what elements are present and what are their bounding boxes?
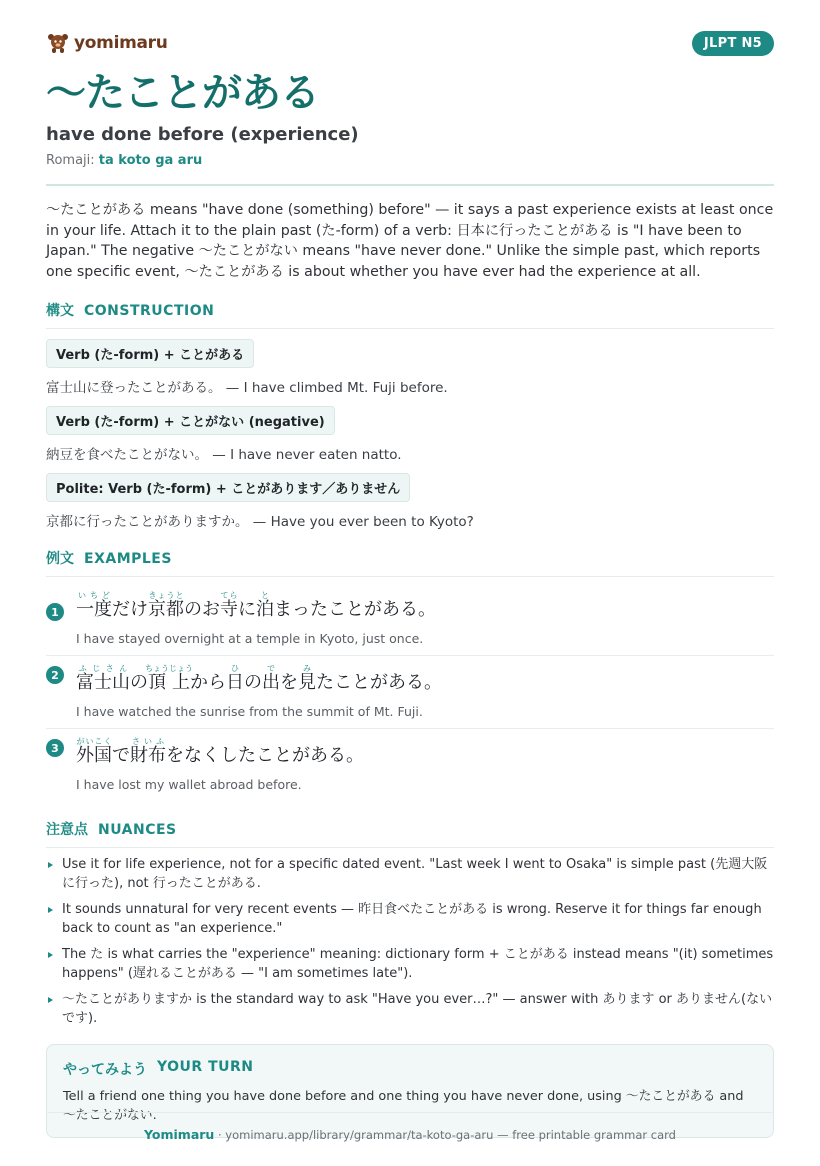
example-translation: I have watched the sunrise from the summit of Mt. Fuji.: [76, 704, 423, 719]
romaji-label: Romaji:: [46, 153, 95, 168]
sentence-fragment: をなくしたことがある。: [166, 745, 364, 766]
furigana-reading: ふじさん: [76, 664, 130, 673]
examples-heading: [46, 548, 774, 577]
your-turn-heading: [63, 1059, 757, 1079]
construction-heading-en: CONSTRUCTION: [84, 303, 215, 319]
example-sentence: [76, 664, 774, 694]
nuances-list: [46, 856, 774, 1028]
furigana-reading: と: [256, 591, 274, 600]
subtitle: have done before (experience): [46, 124, 359, 145]
sentence-fragment: の: [130, 672, 148, 693]
intro-text: 〜たことがある means "have done (something) before" — it says a past experience exists at least once in your life. Attach it to the plain past (た-form) of a verb: 日本に行ったことがある is "I have been to Japan." The negative 〜たことがない means "have never done." Unlike the simple past, which reports one specific event, 〜たことがある is about whether you have ever had the experience at all.: [46, 202, 774, 280]
furigana-word: 日ひ: [226, 664, 244, 693]
furigana-reading: み: [298, 664, 316, 673]
pattern-example: 納豆を食べたことがない。 — I have never eaten natto.: [46, 447, 402, 463]
construction-item: [46, 329, 774, 396]
furigana-reading: で: [262, 664, 280, 673]
sentence-fragment: たことがある。: [316, 672, 442, 693]
pattern-box: Polite: Verb (た-form) + ことがあります／ありません: [46, 473, 410, 502]
your-turn-heading-jp: やってみよう: [63, 1062, 147, 1078]
romaji-line: [46, 153, 774, 168]
example-translation: I have lost my wallet abroad before.: [76, 777, 302, 792]
furigana-reading: きょうと: [148, 591, 184, 600]
furigana-reading: さいふ: [130, 737, 166, 746]
furigana-word: 頂上ちょうじょう: [145, 664, 193, 693]
example-sentence: [76, 591, 774, 621]
brand-name: yomimaru: [74, 33, 168, 53]
sentence-fragment: に: [238, 599, 256, 620]
examples-list: [46, 583, 774, 801]
mascot-icon: [46, 31, 70, 55]
examples-heading-en: EXAMPLES: [84, 551, 172, 567]
construction-item: [46, 396, 774, 463]
your-turn-heading-en: YOUR TURN: [157, 1059, 254, 1075]
example-number-badge: 3: [46, 739, 64, 757]
furigana-word: 一度いちど: [76, 591, 112, 620]
construction-item: [46, 463, 774, 530]
nuance-item: It sounds unnatural for very recent events — 昨日食べたことがある is wrong. Reserve it for things far enough back to count as "an experience.": [46, 901, 774, 938]
brand[interactable]: [46, 31, 168, 55]
example-number-badge: 2: [46, 666, 64, 684]
top-bar: [46, 28, 774, 58]
construction-heading-jp: 構文: [46, 303, 74, 319]
construction-heading: [46, 300, 774, 329]
furigana-reading: ひ: [226, 664, 244, 673]
example-number-badge: 1: [46, 603, 64, 621]
level-badge: JLPT N5: [692, 31, 774, 56]
nuance-item: The た is what carries the "experience" meaning: dictionary form + ことがある instead means "(it) sometimes happens" (遅れることがある — "I am sometimes late").: [46, 946, 774, 983]
nuance-item: Use it for life experience, not for a specific dated event. "Last week I went to Osaka" is simple past (先週大阪に行った), not 行ったことがある.: [46, 856, 774, 893]
divider: [46, 184, 774, 186]
footer-brand[interactable]: Yomimaru: [144, 1127, 215, 1142]
examples-heading-jp: 例文: [46, 551, 74, 567]
footer: [46, 1112, 774, 1142]
sentence-fragment: から: [190, 672, 226, 693]
furigana-word: 京都きょうと: [148, 591, 184, 620]
nuances-heading-en: NUANCES: [98, 822, 177, 838]
pattern-example: 富士山に登ったことがある。 — I have climbed Mt. Fuji before.: [46, 380, 448, 396]
furigana-word: 出で: [262, 664, 280, 693]
example-sentence: [76, 737, 774, 767]
romaji-value: ta koto ga aru: [98, 153, 203, 168]
pattern-example: 京都に行ったことがありますか。 — Have you ever been to Kyoto?: [46, 514, 474, 530]
furigana-reading: いちど: [76, 591, 112, 600]
sentence-fragment: のお: [184, 599, 220, 620]
furigana-reading: ちょうじょう: [145, 664, 193, 673]
nuances-heading-jp: 注意点: [46, 822, 88, 838]
furigana-word: 財布さいふ: [130, 737, 166, 766]
nuance-item: 〜たことがありますか is the standard way to ask "Have you ever…?" — answer with あります or ありません(ないです).: [46, 991, 774, 1028]
furigana-reading: てら: [220, 591, 238, 600]
pattern-box: Verb (た-form) + ことがある: [46, 339, 254, 368]
furigana-word: 寺てら: [220, 591, 238, 620]
example-translation: I have stayed overnight at a temple in Kyoto, just once.: [76, 631, 424, 646]
nuances-heading: [46, 819, 774, 848]
page-title: 〜たことがある: [46, 70, 319, 116]
example-item: [46, 729, 774, 801]
footer-text: · yomimaru.app/library/grammar/ta-koto-ga-aru — free printable grammar card: [214, 1128, 676, 1142]
construction-list: [46, 329, 774, 530]
furigana-reading: がいこく: [76, 737, 112, 746]
sentence-fragment: の: [244, 672, 262, 693]
example-item: [46, 583, 774, 656]
example-item: [46, 656, 774, 729]
grammar-card: [46, 28, 774, 1138]
sentence-fragment: で: [112, 745, 130, 766]
sentence-fragment: まったことがある。: [274, 599, 436, 620]
sentence-fragment: だけ: [112, 599, 148, 620]
furigana-word: 泊と: [256, 591, 274, 620]
sentence-fragment: を: [280, 672, 298, 693]
furigana-word: 見み: [298, 664, 316, 693]
furigana-word: 富士山ふじさん: [76, 664, 130, 693]
furigana-word: 外国がいこく: [76, 737, 112, 766]
pattern-box: Verb (た-form) + ことがない (negative): [46, 406, 335, 435]
your-turn-text: Tell a friend one thing you have done before and one thing you have never done, using 〜たことがある and 〜たことがない.: [63, 1089, 744, 1123]
